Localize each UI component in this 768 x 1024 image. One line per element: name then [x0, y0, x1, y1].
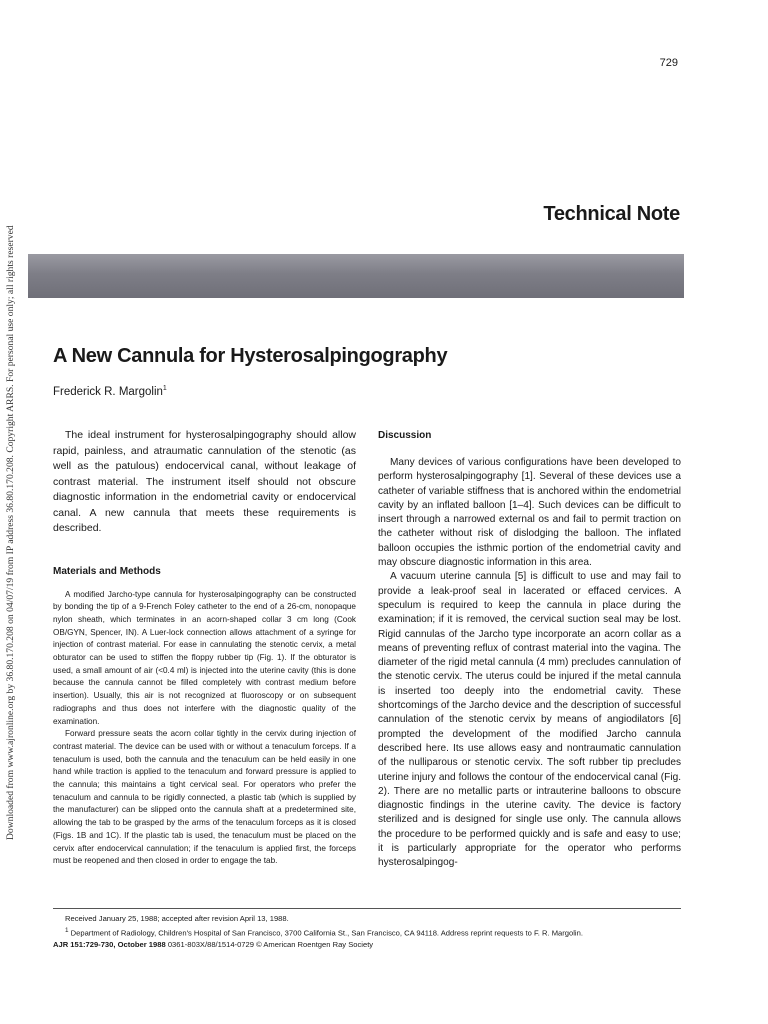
discussion-paragraph: A vacuum uterine cannula [5] is difficult to use and may fail to provide a leak-proof seal in lacerated or effaced cervices. A speculum is required to keep the cannula in place during the examination; if it is removed, the cervical suction seal may be lost. Rigid cannulas of the Jarcho type incorporate an acorn collar as a means of preventing reflux of contrast material into the vagina. The diameter of the rigid metal cannula (4 mm) precludes cannulation of the stenotic cervix. The uterus could be injured if the metal cannula is inserted too deeply into the endometrial cavity. These shortcomings of the Jarcho device and the description of successful cannulation of the stenotic cervix by means of angiodilators [6] prompted the development of the modified Jarcho cannula described here. Its use allows easy and nontraumatic cannulation of the nulliparous or stenotic cervix. The soft rubber tip precludes uterine injury and follows the contour of the endocervical canal (Fig. 2). There are no metallic parts or intrauterine balloons to obscure diagnostic findings in the uterine cavity. The device is factory sterilized and is designed for single use only. The cannula allows the procedure to be performed quickly and is safe and easy to use; it is particularly appropriate for the operator who performs hysterosalpingog- — [378, 571, 681, 869]
received-note: Received January 25, 1988; accepted after revision April 13, 1988. — [65, 914, 289, 923]
citation-details: 0361-803X/88/1514-0729 © American Roentgen Ray Society — [165, 939, 374, 949]
header-banner — [28, 254, 684, 298]
discussion-heading: Discussion — [378, 430, 432, 441]
methods-paragraph: A modified Jarcho-type cannula for hysterosalpingography can be constructed by bonding the tip of a 9-French Foley catheter to the end of a 26-cm, nonopaque nylon sheath, which terminates in an acorn-shaped collar 3 cm long (Cook OB/GYN, Spencer, IN). A Luer-lock connection allows attachment of a syringe for injection of contrast material. For ease in cannulating the stenotic cervix, a metal obturator can be used to stiffen the floppy rubber tip (Fig. 1). If the obturator is used, a small amount of air (<0.4 ml) is injected into the uterine cavity (this is done because the cannula cannot be filled completely with contrast medium before insertion). Usually, this air is not recognized at fluoroscopy or on subsequent radiographs and thus does not interfere with the diagnostic quality of the examination. — [53, 589, 356, 726]
citation-journal: AJR 151:729-730, October 1988 — [53, 939, 166, 949]
footnotes — [53, 913, 693, 950]
affiliation-text: Department of Radiology, Children's Hospital of San Francisco, 3700 California St., San Francisco, CA 94118. Address reprint requests to F. R. Margolin. — [68, 928, 583, 938]
download-notice: Downloaded from www.ajronline.org by 36.80.170.208 on 04/07/19 from IP address 36.80.170.208. Copyright ARRS. For personal use only; all rights reserved — [5, 225, 16, 840]
left-column — [53, 428, 356, 868]
affiliation-mark: 1 — [65, 926, 69, 934]
footnote-divider — [53, 908, 681, 909]
discussion-paragraph: Many devices of various configurations have been developed to perform hysterosalpingography [1]. Several of these devices use a catheter of variable stiffness that is anchored within the endometrial cavity by an inflated balloon [1–4]. Such devices can be difficult to insert through a narrowed external os and fail to permit traction on the catheter without risk of dislodging the balloon. The inflated balloon occupies the isthmic portion of the endometrial cavity and may obscure diagnostic information in this area. — [378, 457, 681, 569]
author-name: Frederick R. Margolin — [53, 385, 163, 398]
abstract-paragraph: The ideal instrument for hysterosalpingography should allow rapid, painless, and atraumatic cannulation of the stenotic (as well as the patulous) endocervical canal, without leakage of contrast material. The instrument itself should not obscure diagnostic information in the endometrial cavity or endocervical canal. A new cannula that meets these requirements is described. — [53, 429, 356, 534]
section-label: Technical Note — [543, 203, 680, 225]
affiliation-note — [53, 925, 693, 939]
author-line — [53, 385, 167, 398]
methods-paragraph: Forward pressure seats the acorn collar tightly in the cervix during injection of contrast material. The device can be used with or without a tenaculum forceps. If a tenaculum is used, both the cannula and the tenaculum can be held easily in one hand while traction is applied to the tenaculum and forward pressure is applied to the cannula; this maintains a tight cervical seal. For operators who prefer the tenaculum and cannula to be rigidly connected, a plastic tab (which is supplied by the manufacturer) can be slipped onto the cannula shaft at a predetermined site, allowing the tab to be grasped by the arms of the tenaculum forceps as it is closed (Figs. 1B and 1C). If the plastic tab is used, the tenaculum must be placed on the cervix after endocervical cannulation; if the tenaculum is applied first, the forceps must be reopened and then closed in order to engage the tab. — [53, 729, 356, 866]
article-title: A New Cannula for Hysterosalpingography — [53, 345, 448, 367]
page-number: 729 — [659, 57, 678, 69]
methods-heading: Materials and Methods — [53, 565, 161, 577]
right-column — [378, 428, 681, 871]
journal-citation — [53, 939, 693, 951]
author-footnote-mark: 1 — [162, 385, 167, 392]
